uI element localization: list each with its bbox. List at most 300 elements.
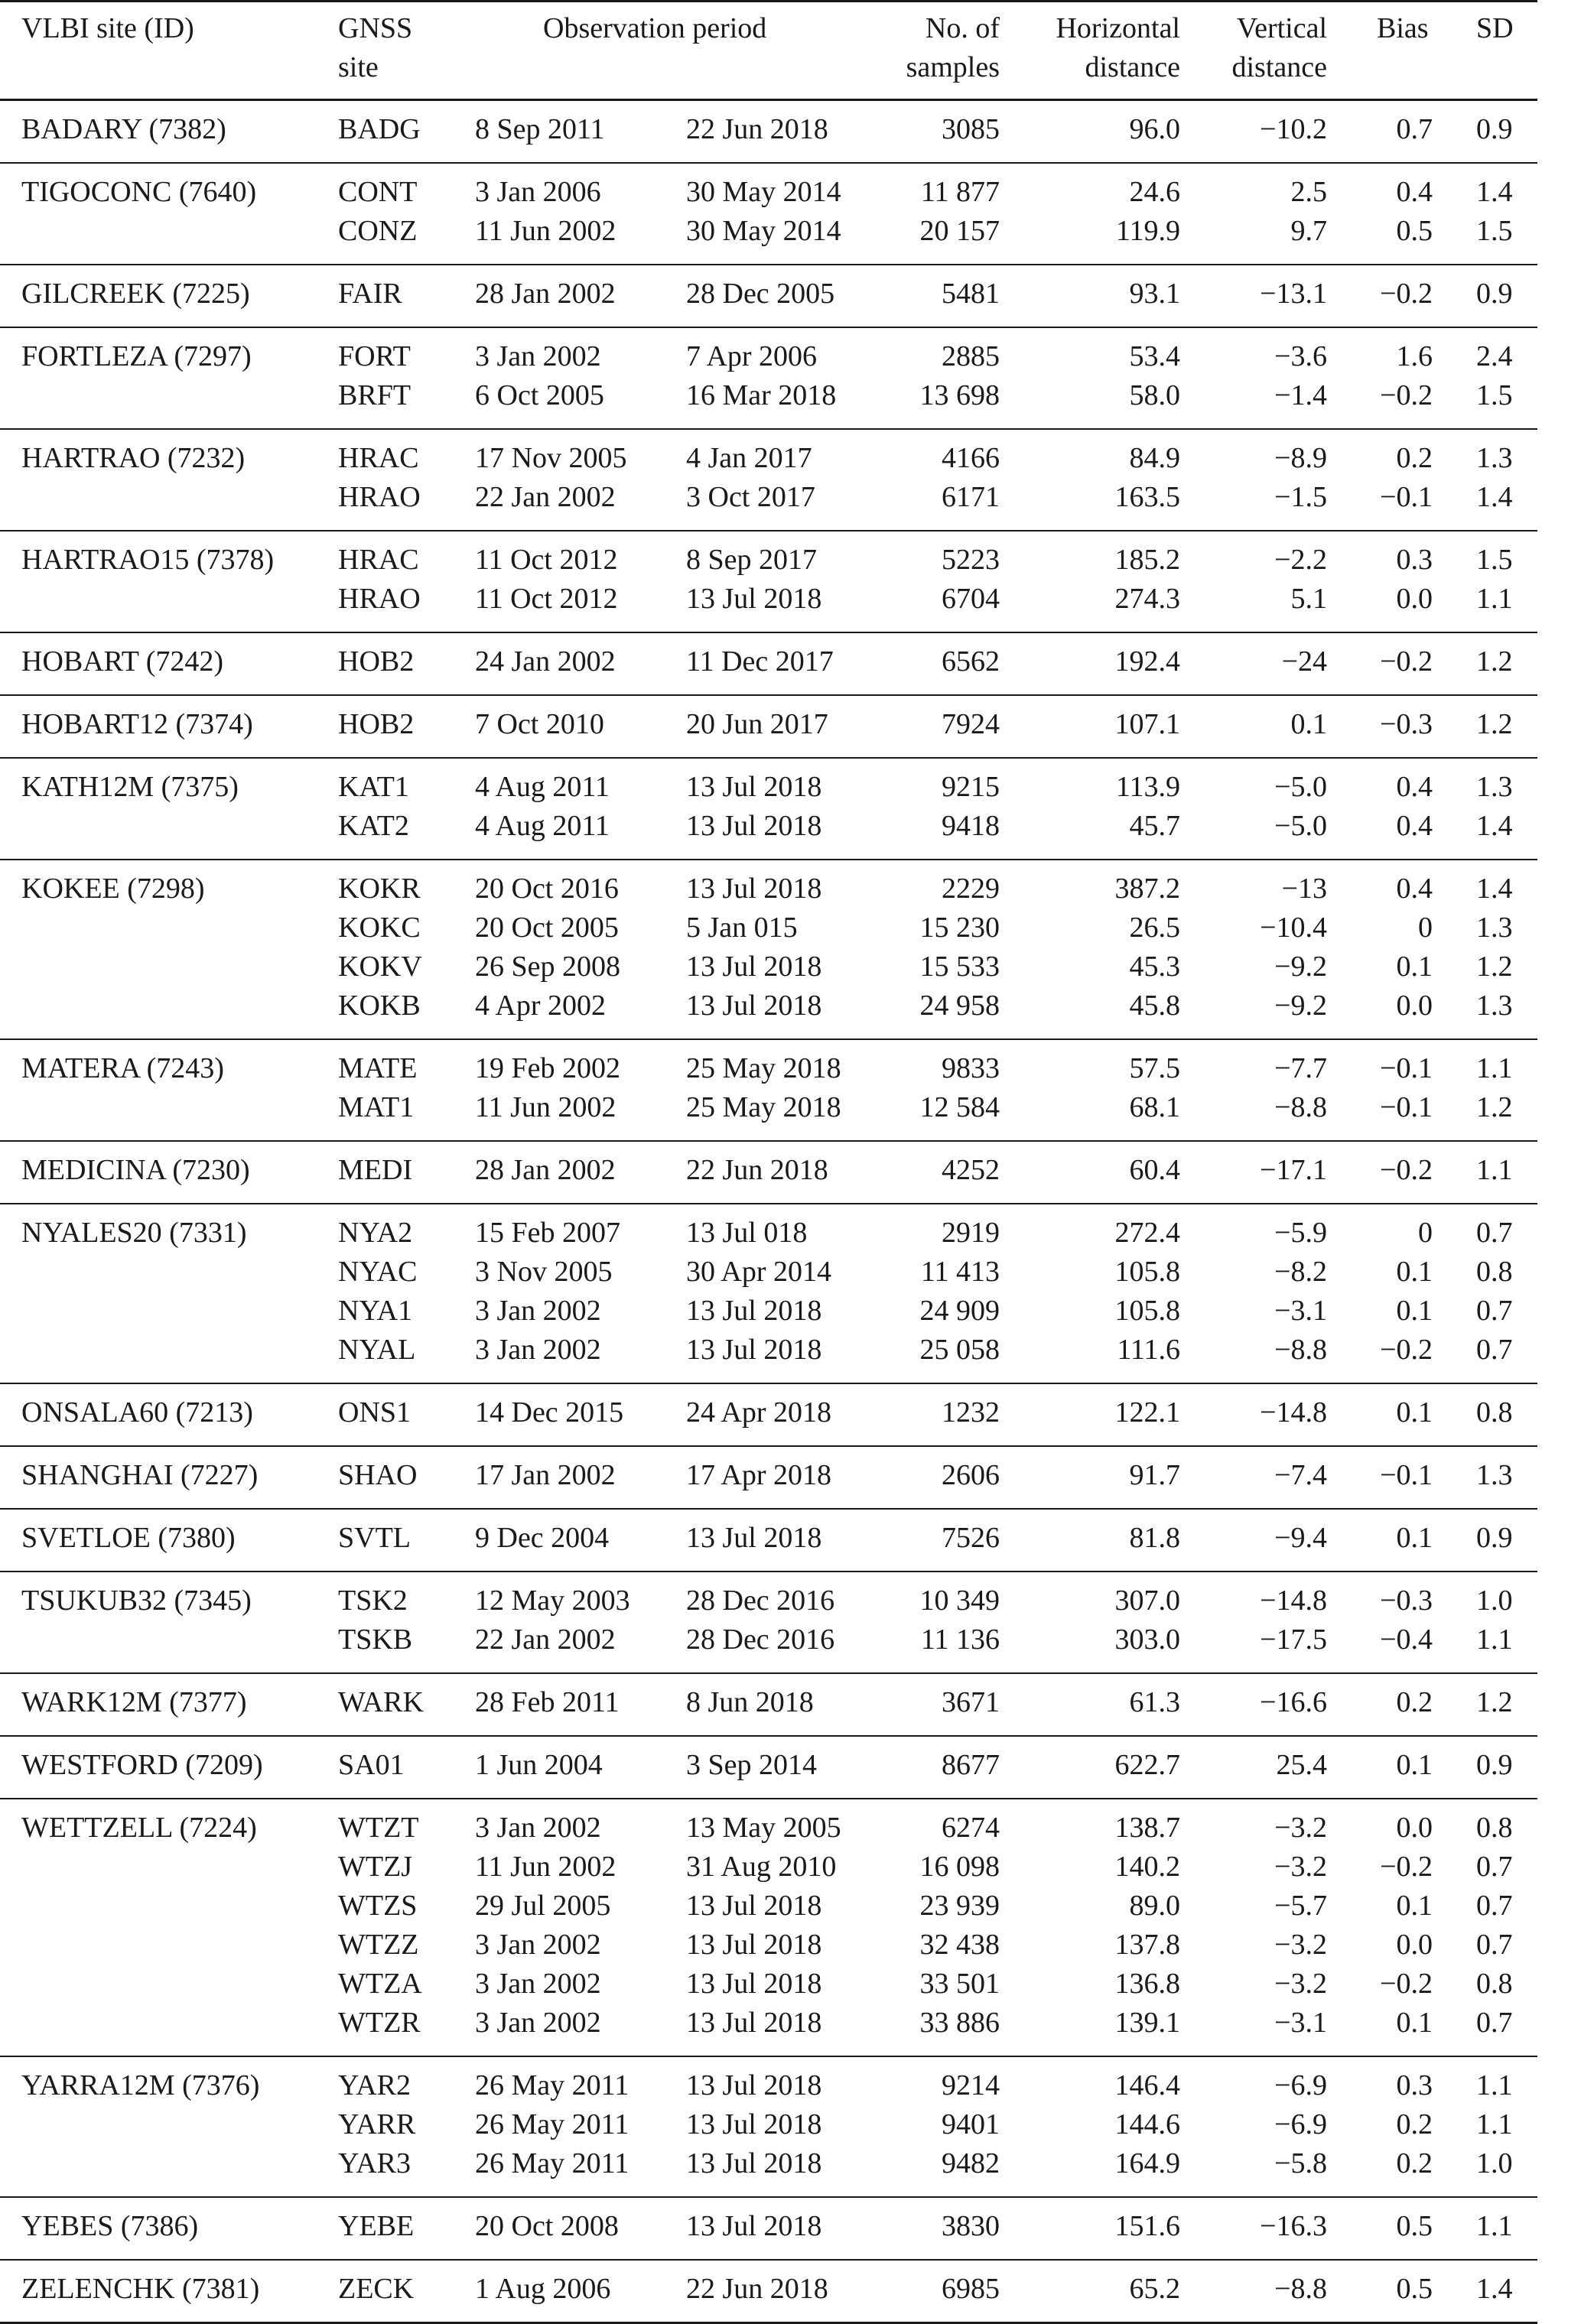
cell-gnss: KOKC: [338, 912, 421, 944]
cell-end-date: 16 Mar 2018: [686, 379, 837, 411]
cell-vlbi-site: MEDICINA (7230): [21, 1154, 250, 1186]
cell-vertical-distance: −5.0: [1274, 771, 1327, 803]
cell-samples: 3830: [942, 2210, 1000, 2242]
cell-bias: 0.4: [1396, 771, 1433, 803]
cell-end-date: 13 Jul 2018: [686, 1929, 822, 1961]
cell-start-date: 11 Jun 2002: [475, 215, 616, 247]
cell-sd: 1.1: [1476, 2069, 1513, 2101]
cell-sd: 1.0: [1476, 1585, 1513, 1617]
cell-end-date: 13 Jul 2018: [686, 951, 822, 983]
cell-bias: 0.3: [1396, 2069, 1433, 2101]
cell-vlbi-site: FORTLEZA (7297): [21, 340, 252, 372]
cell-bias: 0.1: [1396, 1890, 1433, 1922]
cell-bias: 0.1: [1396, 1256, 1433, 1288]
cell-end-date: 13 Jul 2018: [686, 810, 822, 842]
cell-vertical-distance: −2.2: [1274, 544, 1327, 576]
cell-bias: 0.1: [1396, 951, 1433, 983]
cell-start-date: 4 Aug 2011: [475, 771, 610, 803]
cell-vertical-distance: −6.9: [1274, 2108, 1327, 2140]
cell-samples: 3671: [942, 1686, 1000, 1718]
cell-vertical-distance: −24: [1281, 645, 1327, 678]
cell-vertical-distance: −16.6: [1260, 1686, 1327, 1718]
cell-vlbi-site: SVETLOE (7380): [21, 1522, 236, 1554]
cell-vlbi-site: WETTZELL (7224): [21, 1812, 257, 1844]
cell-gnss: SHAO: [338, 1459, 418, 1491]
cell-vertical-distance: −16.3: [1260, 2210, 1327, 2242]
cell-samples: 33 501: [919, 1968, 1000, 2000]
cell-sd: 0.7: [1476, 1217, 1513, 1249]
header-horizontal-line1: Horizontal: [1056, 12, 1180, 44]
cell-start-date: 17 Jan 2002: [475, 1459, 616, 1491]
cell-horizontal-distance: 60.4: [1129, 1154, 1180, 1186]
cell-gnss: WTZA: [338, 1968, 422, 2000]
cell-samples: 2919: [942, 1217, 1000, 1249]
cell-bias: 0.1: [1396, 2007, 1433, 2039]
cell-start-date: 28 Feb 2011: [475, 1686, 620, 1718]
cell-bias: 1.6: [1396, 340, 1433, 372]
cell-start-date: 11 Oct 2012: [475, 544, 618, 576]
cell-vertical-distance: 0.1: [1290, 708, 1327, 740]
cell-start-date: 29 Jul 2005: [475, 1890, 611, 1922]
cell-vertical-distance: −8.8: [1274, 1091, 1327, 1123]
cell-bias: 0.2: [1396, 2147, 1433, 2179]
cell-samples: 2885: [942, 340, 1000, 372]
cell-sd: 0.7: [1476, 1929, 1513, 1961]
header-horizontal-line2: distance: [1085, 51, 1180, 83]
cell-bias: −0.2: [1380, 278, 1433, 310]
cell-gnss: YEBE: [338, 2210, 415, 2242]
cell-samples: 9215: [942, 771, 1000, 803]
cell-vertical-distance: −5.0: [1274, 810, 1327, 842]
cell-bias: −0.3: [1380, 708, 1433, 740]
cell-vertical-distance: −3.1: [1274, 1295, 1327, 1327]
cell-samples: 3085: [942, 113, 1000, 145]
header-gnss-line1: GNSS: [338, 12, 413, 44]
cell-samples: 6704: [942, 583, 1000, 615]
cell-sd: 1.4: [1476, 873, 1513, 905]
cell-start-date: 8 Sep 2011: [475, 113, 605, 145]
cell-samples: 5223: [942, 544, 1000, 576]
cell-samples: 7526: [942, 1522, 1000, 1554]
cell-horizontal-distance: 111.6: [1117, 1334, 1180, 1366]
cell-horizontal-distance: 113.9: [1115, 771, 1180, 803]
cell-start-date: 7 Oct 2010: [475, 708, 604, 740]
cell-gnss: FORT: [338, 340, 411, 372]
cell-vlbi-site: YARRA12M (7376): [21, 2069, 260, 2101]
cell-sd: 0.8: [1476, 1396, 1513, 1429]
cell-horizontal-distance: 45.8: [1129, 990, 1180, 1022]
cell-vertical-distance: 2.5: [1290, 176, 1327, 208]
cell-start-date: 1 Jun 2004: [475, 1749, 603, 1781]
group-divider: [0, 428, 1537, 430]
cell-vlbi-site: ZELENCHK (7381): [21, 2273, 260, 2305]
header-gnss-line2: site: [338, 51, 379, 83]
cell-sd: 0.8: [1476, 1968, 1513, 2000]
cell-end-date: 22 Jun 2018: [686, 1154, 828, 1186]
cell-gnss: SVTL: [338, 1522, 411, 1554]
cell-vertical-distance: −10.4: [1260, 912, 1327, 944]
header-vertical-line2: distance: [1231, 51, 1327, 83]
group-divider: [0, 1571, 1537, 1572]
cell-samples: 9401: [942, 2108, 1000, 2140]
cell-bias: 0.5: [1396, 2210, 1433, 2242]
cell-end-date: 28 Dec 2016: [686, 1585, 835, 1617]
cell-end-date: 13 Jul 2018: [686, 1295, 822, 1327]
cell-vertical-distance: −13.1: [1260, 278, 1327, 310]
cell-sd: 1.4: [1476, 481, 1513, 513]
cell-bias: 0.0: [1396, 583, 1433, 615]
header-vertical-line1: Vertical: [1236, 12, 1327, 44]
cell-gnss: NYAC: [338, 1256, 418, 1288]
cell-samples: 6274: [942, 1812, 1000, 1844]
cell-end-date: 28 Dec 2005: [686, 278, 835, 310]
cell-samples: 7924: [942, 708, 1000, 740]
cell-end-date: 13 Jul 2018: [686, 1968, 822, 2000]
cell-start-date: 17 Nov 2005: [475, 442, 627, 474]
cell-vlbi-site: HOBART12 (7374): [21, 708, 253, 740]
cell-sd: 0.7: [1476, 2007, 1513, 2039]
cell-vertical-distance: −7.4: [1274, 1459, 1327, 1491]
cell-horizontal-distance: 24.6: [1129, 176, 1180, 208]
cell-end-date: 13 Jul 2018: [686, 2069, 822, 2101]
cell-horizontal-distance: 65.2: [1129, 2273, 1180, 2305]
cell-horizontal-distance: 105.8: [1114, 1295, 1180, 1327]
cell-sd: 1.2: [1476, 1686, 1513, 1718]
cell-bias: 0.4: [1396, 873, 1433, 905]
cell-samples: 11 136: [920, 1624, 1000, 1656]
cell-horizontal-distance: 387.2: [1114, 873, 1180, 905]
cell-sd: 1.2: [1476, 645, 1513, 678]
cell-start-date: 28 Jan 2002: [475, 278, 616, 310]
cell-horizontal-distance: 140.2: [1114, 1851, 1180, 1883]
group-divider: [0, 1798, 1537, 1799]
cell-horizontal-distance: 26.5: [1129, 912, 1180, 944]
cell-vertical-distance: −3.2: [1274, 1929, 1327, 1961]
cell-sd: 1.3: [1476, 990, 1513, 1022]
cell-samples: 33 886: [919, 2007, 1000, 2039]
cell-end-date: 11 Dec 2017: [686, 645, 834, 678]
cell-start-date: 15 Feb 2007: [475, 1217, 620, 1249]
group-divider: [0, 1203, 1537, 1204]
cell-bias: 0.1: [1396, 1295, 1433, 1327]
cell-horizontal-distance: 45.7: [1129, 810, 1180, 842]
cell-samples: 20 157: [919, 215, 1000, 247]
cell-end-date: 13 Jul 2018: [686, 1890, 822, 1922]
cell-horizontal-distance: 146.4: [1114, 2069, 1180, 2101]
cell-vertical-distance: −13: [1281, 873, 1327, 905]
cell-samples: 24 958: [919, 990, 1000, 1022]
cell-gnss: TSKB: [338, 1624, 413, 1656]
cell-samples: 1232: [942, 1396, 1000, 1429]
cell-gnss: MEDI: [338, 1154, 413, 1186]
cell-vertical-distance: −3.1: [1274, 2007, 1327, 2039]
cell-bias: 0.4: [1396, 176, 1433, 208]
cell-start-date: 3 Jan 2002: [475, 1929, 601, 1961]
cell-sd: 1.1: [1476, 2210, 1513, 2242]
cell-horizontal-distance: 89.0: [1129, 1890, 1180, 1922]
cell-vertical-distance: −9.2: [1274, 951, 1327, 983]
group-divider: [0, 1140, 1537, 1142]
cell-vertical-distance: −10.2: [1260, 113, 1327, 145]
cell-vertical-distance: −17.5: [1260, 1624, 1327, 1656]
cell-sd: 1.2: [1476, 951, 1513, 983]
cell-end-date: 22 Jun 2018: [686, 2273, 828, 2305]
cell-samples: 9418: [942, 810, 1000, 842]
cell-end-date: 13 Jul 2018: [686, 771, 822, 803]
cell-start-date: 26 May 2011: [475, 2147, 629, 2179]
cell-gnss: KOKR: [338, 873, 421, 905]
cell-samples: 11 413: [920, 1256, 1000, 1288]
cell-bias: −0.2: [1380, 645, 1433, 678]
cell-bias: −0.1: [1380, 1459, 1433, 1491]
cell-vertical-distance: −5.8: [1274, 2147, 1327, 2179]
cell-vertical-distance: −17.1: [1260, 1154, 1327, 1186]
cell-sd: 1.3: [1476, 912, 1513, 944]
cell-gnss: WTZJ: [338, 1851, 413, 1883]
cell-vertical-distance: −9.2: [1274, 990, 1327, 1022]
cell-horizontal-distance: 151.6: [1114, 2210, 1180, 2242]
cell-vertical-distance: 9.7: [1290, 215, 1327, 247]
group-divider: [0, 859, 1537, 860]
cell-start-date: 28 Jan 2002: [475, 1154, 616, 1186]
top-rule: [0, 0, 1537, 2]
cell-vertical-distance: 25.4: [1276, 1749, 1327, 1781]
cell-gnss: NYA2: [338, 1217, 413, 1249]
cell-gnss: SA01: [338, 1749, 405, 1781]
cell-vlbi-site: MATERA (7243): [21, 1052, 224, 1084]
cell-samples: 2606: [942, 1459, 1000, 1491]
cell-end-date: 4 Jan 2017: [686, 442, 812, 474]
cell-sd: 1.1: [1476, 1052, 1513, 1084]
cell-samples: 24 909: [919, 1295, 1000, 1327]
cell-vertical-distance: 5.1: [1290, 583, 1327, 615]
cell-sd: 1.4: [1476, 810, 1513, 842]
cell-horizontal-distance: 144.6: [1114, 2108, 1180, 2140]
header-period: Observation period: [543, 12, 767, 44]
cell-gnss: CONZ: [338, 215, 418, 247]
cell-gnss: KOKV: [338, 951, 422, 983]
cell-horizontal-distance: 68.1: [1129, 1091, 1180, 1123]
cell-end-date: 13 Jul 2018: [686, 1334, 822, 1366]
cell-gnss: BADG: [338, 113, 421, 145]
cell-sd: 0.8: [1476, 1256, 1513, 1288]
cell-samples: 25 058: [919, 1334, 1000, 1366]
cell-bias: −0.1: [1380, 1052, 1433, 1084]
cell-bias: −0.2: [1380, 1154, 1433, 1186]
cell-start-date: 22 Jan 2002: [475, 1624, 616, 1656]
cell-vlbi-site: SHANGHAI (7227): [21, 1459, 259, 1491]
cell-start-date: 3 Jan 2002: [475, 1295, 601, 1327]
cell-gnss: FAIR: [338, 278, 402, 310]
group-divider: [0, 1383, 1537, 1384]
cell-end-date: 13 Jul 2018: [686, 2147, 822, 2179]
cell-samples: 4252: [942, 1154, 1000, 1186]
header-bias: Bias: [1377, 12, 1429, 44]
cell-vertical-distance: −1.4: [1274, 379, 1327, 411]
cell-sd: 1.3: [1476, 771, 1513, 803]
cell-gnss: HOB2: [338, 708, 415, 740]
group-divider: [0, 2056, 1537, 2057]
header-rule: [0, 99, 1537, 101]
cell-end-date: 25 May 2018: [686, 1091, 841, 1123]
cell-start-date: 12 May 2003: [475, 1585, 630, 1617]
cell-sd: 0.7: [1476, 1334, 1513, 1366]
cell-end-date: 31 Aug 2010: [686, 1851, 837, 1883]
cell-sd: 1.1: [1476, 2108, 1513, 2140]
cell-horizontal-distance: 119.9: [1115, 215, 1180, 247]
cell-horizontal-distance: 105.8: [1114, 1256, 1180, 1288]
cell-horizontal-distance: 274.3: [1114, 583, 1180, 615]
cell-bias: −0.3: [1380, 1585, 1433, 1617]
cell-end-date: 8 Sep 2017: [686, 544, 817, 576]
cell-samples: 12 584: [919, 1091, 1000, 1123]
cell-vlbi-site: YEBES (7386): [21, 2210, 199, 2242]
cell-horizontal-distance: 307.0: [1114, 1585, 1180, 1617]
cell-end-date: 13 Jul 2018: [686, 2210, 822, 2242]
cell-horizontal-distance: 137.8: [1114, 1929, 1180, 1961]
group-divider: [0, 1735, 1537, 1737]
cell-sd: 1.4: [1476, 2273, 1513, 2305]
cell-vertical-distance: −8.2: [1274, 1256, 1327, 1288]
cell-start-date: 26 May 2011: [475, 2108, 629, 2140]
cell-start-date: 6 Oct 2005: [475, 379, 604, 411]
group-divider: [0, 632, 1537, 633]
cell-bias: 0.0: [1396, 990, 1433, 1022]
cell-sd: 0.7: [1476, 1851, 1513, 1883]
cell-start-date: 11 Jun 2002: [475, 1091, 616, 1123]
cell-start-date: 3 Jan 2002: [475, 1968, 601, 2000]
cell-end-date: 7 Apr 2006: [686, 340, 817, 372]
cell-vertical-distance: −3.2: [1274, 1851, 1327, 1883]
cell-horizontal-distance: 163.5: [1114, 481, 1180, 513]
cell-bias: 0.1: [1396, 1522, 1433, 1554]
cell-vlbi-site: GILCREEK (7225): [21, 278, 250, 310]
cell-gnss: KAT2: [338, 810, 409, 842]
cell-gnss: NYAL: [338, 1334, 416, 1366]
cell-vlbi-site: BADARY (7382): [21, 113, 226, 145]
group-divider: [0, 694, 1537, 696]
cell-vertical-distance: −8.8: [1274, 1334, 1327, 1366]
cell-gnss: HRAO: [338, 583, 421, 615]
cell-vertical-distance: −6.9: [1274, 2069, 1327, 2101]
cell-bias: 0.0: [1396, 1812, 1433, 1844]
cell-vertical-distance: −14.8: [1260, 1585, 1327, 1617]
cell-horizontal-distance: 57.5: [1129, 1052, 1180, 1084]
cell-vertical-distance: −1.5: [1274, 481, 1327, 513]
group-divider: [0, 530, 1537, 531]
group-divider: [0, 2196, 1537, 2198]
cell-gnss: NYA1: [338, 1295, 413, 1327]
cell-bias: 0.0: [1396, 1929, 1433, 1961]
cell-bias: −0.2: [1380, 379, 1433, 411]
cell-samples: 4166: [942, 442, 1000, 474]
cell-sd: 1.2: [1476, 1091, 1513, 1123]
cell-horizontal-distance: 91.7: [1129, 1459, 1180, 1491]
cell-sd: 0.9: [1476, 1522, 1513, 1554]
cell-end-date: 30 May 2014: [686, 215, 841, 247]
cell-end-date: 13 Jul 2018: [686, 990, 822, 1022]
cell-sd: 0.9: [1476, 278, 1513, 310]
group-divider: [0, 2259, 1537, 2261]
cell-samples: 6171: [942, 481, 1000, 513]
cell-samples: 8677: [942, 1749, 1000, 1781]
cell-start-date: 9 Dec 2004: [475, 1522, 610, 1554]
cell-start-date: 3 Jan 2002: [475, 1812, 601, 1844]
cell-start-date: 26 May 2011: [475, 2069, 629, 2101]
cell-start-date: 20 Oct 2016: [475, 873, 619, 905]
cell-vertical-distance: −7.7: [1274, 1052, 1327, 1084]
cell-sd: 0.9: [1476, 113, 1513, 145]
group-divider: [0, 1038, 1537, 1040]
cell-gnss: TSK2: [338, 1585, 408, 1617]
cell-gnss: WTZS: [338, 1890, 418, 1922]
cell-bias: −0.2: [1380, 1851, 1433, 1883]
cell-sd: 1.1: [1476, 583, 1513, 615]
cell-bias: 0.1: [1396, 1396, 1433, 1429]
cell-start-date: 24 Jan 2002: [475, 645, 616, 678]
cell-end-date: 13 Jul 2018: [686, 1522, 822, 1554]
cell-bias: 0.2: [1396, 2108, 1433, 2140]
cell-sd: 0.9: [1476, 1749, 1513, 1781]
cell-horizontal-distance: 136.8: [1114, 1968, 1180, 2000]
cell-horizontal-distance: 107.1: [1114, 708, 1180, 740]
cell-sd: 0.7: [1476, 1890, 1513, 1922]
cell-horizontal-distance: 53.4: [1129, 340, 1180, 372]
cell-sd: 1.5: [1476, 544, 1513, 576]
cell-samples: 23 939: [919, 1890, 1000, 1922]
cell-gnss: WARK: [338, 1686, 424, 1718]
cell-sd: 1.1: [1476, 1624, 1513, 1656]
cell-samples: 16 098: [919, 1851, 1000, 1883]
cell-samples: 2229: [942, 873, 1000, 905]
cell-start-date: 1 Aug 2006: [475, 2273, 611, 2305]
cell-horizontal-distance: 84.9: [1129, 442, 1180, 474]
cell-gnss: YAR2: [338, 2069, 412, 2101]
cell-samples: 9833: [942, 1052, 1000, 1084]
cell-horizontal-distance: 96.0: [1129, 113, 1180, 145]
cell-end-date: 3 Sep 2014: [686, 1749, 817, 1781]
cell-sd: 2.4: [1476, 340, 1513, 372]
cell-bias: −0.2: [1380, 1334, 1433, 1366]
cell-gnss: WTZT: [338, 1812, 419, 1844]
cell-gnss: HRAO: [338, 481, 421, 513]
cell-end-date: 8 Jun 2018: [686, 1686, 814, 1718]
cell-end-date: 3 Oct 2017: [686, 481, 815, 513]
group-divider: [0, 162, 1537, 164]
cell-start-date: 11 Oct 2012: [475, 583, 618, 615]
cell-vertical-distance: −3.6: [1274, 340, 1327, 372]
cell-gnss: CONT: [338, 176, 418, 208]
cell-sd: 1.5: [1476, 215, 1513, 247]
cell-vlbi-site: HARTRAO (7232): [21, 442, 246, 474]
cell-vlbi-site: WARK12M (7377): [21, 1686, 247, 1718]
cell-vertical-distance: −3.2: [1274, 1968, 1327, 2000]
cell-horizontal-distance: 81.8: [1129, 1522, 1180, 1554]
cell-vlbi-site: HARTRAO15 (7378): [21, 544, 275, 576]
cell-start-date: 3 Jan 2002: [475, 1334, 601, 1366]
group-divider: [0, 1445, 1537, 1447]
cell-gnss: YARR: [338, 2108, 416, 2140]
cell-start-date: 26 Sep 2008: [475, 951, 620, 983]
cell-sd: 0.7: [1476, 1295, 1513, 1327]
cell-gnss: HRAC: [338, 442, 419, 474]
cell-samples: 9214: [942, 2069, 1000, 2101]
cell-start-date: 3 Jan 2002: [475, 2007, 601, 2039]
cell-end-date: 17 Apr 2018: [686, 1459, 831, 1491]
cell-bias: 0.5: [1396, 215, 1433, 247]
cell-samples: 9482: [942, 2147, 1000, 2179]
cell-horizontal-distance: 58.0: [1129, 379, 1180, 411]
